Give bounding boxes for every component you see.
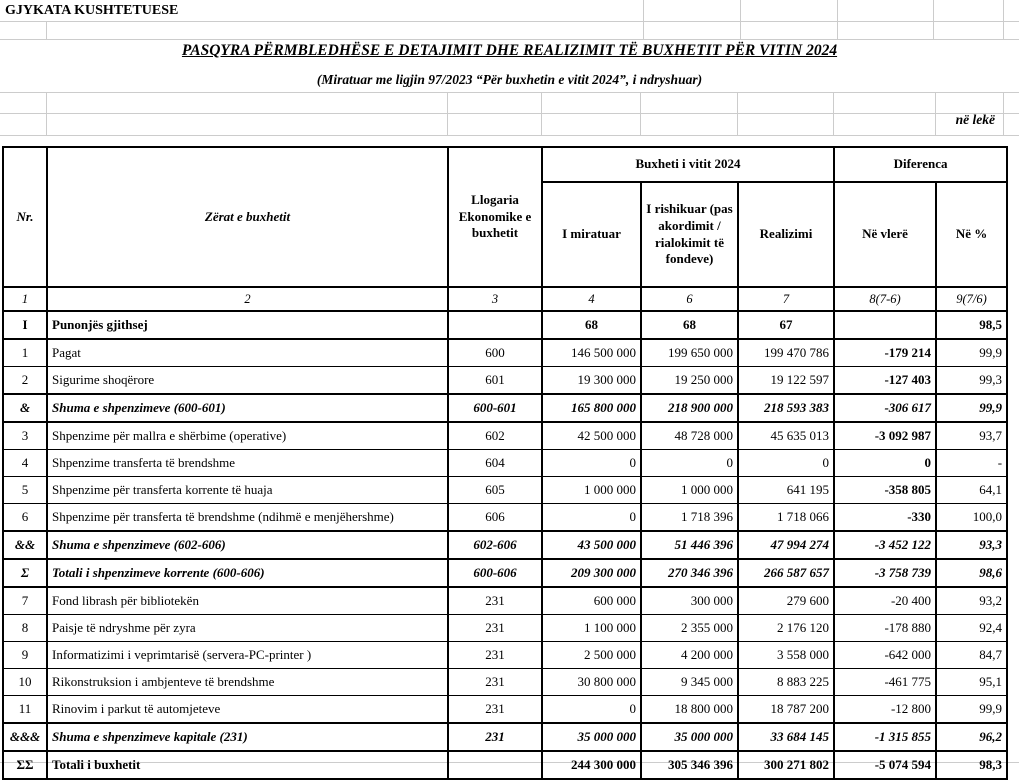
- row-revised: 18 800 000: [641, 696, 738, 724]
- table-row: [3, 751, 1007, 779]
- row-revised: 4 200 000: [641, 642, 738, 669]
- row-diff-value: -330: [834, 504, 936, 532]
- table-row: [3, 394, 1007, 422]
- row-revised: 1 718 396: [641, 504, 738, 532]
- row-realized: 67: [738, 311, 834, 339]
- sheet-gridline: [0, 39, 1019, 40]
- row-realized: 1 718 066: [738, 504, 834, 532]
- row-revised: 51 446 396: [641, 531, 738, 559]
- row-number: 3: [3, 422, 47, 450]
- row-diff-value: -1 315 855: [834, 723, 936, 751]
- table-row: [3, 669, 1007, 696]
- table-row: [3, 696, 1007, 724]
- row-approved: 600 000: [542, 587, 641, 615]
- col-number: 2: [47, 287, 448, 311]
- sheet-gridline: [447, 92, 448, 135]
- row-diff-value: 0: [834, 450, 936, 477]
- row-label: Shpenzime për transferta të brendshme (ndihmë e menjëhershme): [47, 504, 448, 532]
- row-diff-pct: 100,0: [936, 504, 1007, 532]
- row-diff-value: -461 775: [834, 669, 936, 696]
- row-diff-pct: 93,2: [936, 587, 1007, 615]
- row-number: &: [3, 394, 47, 422]
- row-revised: 9 345 000: [641, 669, 738, 696]
- table-row: [3, 723, 1007, 751]
- row-number: &&: [3, 531, 47, 559]
- row-diff-value: -3 452 122: [834, 531, 936, 559]
- row-revised: 35 000 000: [641, 723, 738, 751]
- row-realized: 641 195: [738, 477, 834, 504]
- row-number: 10: [3, 669, 47, 696]
- row-diff-pct: -: [936, 450, 1007, 477]
- sheet-gridline: [1003, 0, 1004, 39]
- row-realized: 2 176 120: [738, 615, 834, 642]
- col-header-revised: I rishikuar (pas akordimit / rialokimit të fondeve): [641, 182, 738, 287]
- row-diff-pct: 99,9: [936, 394, 1007, 422]
- row-label: Fond librash për bibliotekën: [47, 587, 448, 615]
- row-label: Shuma e shpenzimeve (602-606): [47, 531, 448, 559]
- row-revised: 300 000: [641, 587, 738, 615]
- row-realized: 33 684 145: [738, 723, 834, 751]
- sheet-gridline: [1003, 92, 1004, 135]
- doc-subtitle: (Miratuar me ligjin 97/2023 “Për buxhetin e vitit 2024”, i ndryshuar): [316, 72, 703, 87]
- row-approved: 244 300 000: [542, 751, 641, 779]
- sheet-gridline: [643, 0, 644, 39]
- row-diff-pct: 84,7: [936, 642, 1007, 669]
- row-account: 601: [448, 367, 542, 395]
- row-label: Rikonstruksion i ambjenteve të brendshme: [47, 669, 448, 696]
- row-revised: 1 000 000: [641, 477, 738, 504]
- row-revised: 19 250 000: [641, 367, 738, 395]
- row-label: Paisje të ndryshme për zyra: [47, 615, 448, 642]
- row-label: Shpenzime për transferta korrente të huaja: [47, 477, 448, 504]
- row-diff-value: -642 000: [834, 642, 936, 669]
- col-header-nr: Nr.: [3, 147, 47, 287]
- row-account: 231: [448, 696, 542, 724]
- row-number: 6: [3, 504, 47, 532]
- row-approved: 30 800 000: [542, 669, 641, 696]
- col-header-realized: Realizimi: [738, 182, 834, 287]
- row-diff-pct: 95,1: [936, 669, 1007, 696]
- row-label: Shpenzime për mallra e shërbime (operative): [47, 422, 448, 450]
- row-number: 1: [3, 339, 47, 367]
- col-number: 6: [641, 287, 738, 311]
- row-approved: 1 000 000: [542, 477, 641, 504]
- sheet-gridline: [640, 92, 641, 135]
- row-diff-pct: 96,2: [936, 723, 1007, 751]
- col-group-difference: Diferenca: [834, 147, 1007, 182]
- row-label: Sigurime shoqërore: [47, 367, 448, 395]
- row-label: Pagat: [47, 339, 448, 367]
- row-diff-pct: 98,6: [936, 559, 1007, 587]
- currency-note: në lekë: [955, 112, 995, 127]
- row-diff-pct: 93,7: [936, 422, 1007, 450]
- row-realized: 279 600: [738, 587, 834, 615]
- row-diff-pct: 99,3: [936, 367, 1007, 395]
- row-realized: 199 470 786: [738, 339, 834, 367]
- row-approved: 19 300 000: [542, 367, 641, 395]
- row-account: 605: [448, 477, 542, 504]
- row-revised: 0: [641, 450, 738, 477]
- col-number: 9(7/6): [936, 287, 1007, 311]
- row-number: ΣΣ: [3, 751, 47, 779]
- col-number: 3: [448, 287, 542, 311]
- row-realized: 3 558 000: [738, 642, 834, 669]
- row-revised: 48 728 000: [641, 422, 738, 450]
- row-approved: 0: [542, 504, 641, 532]
- row-account: 600: [448, 339, 542, 367]
- row-revised: 2 355 000: [641, 615, 738, 642]
- col-number: 4: [542, 287, 641, 311]
- row-label: Shpenzime transferta të brendshme: [47, 450, 448, 477]
- row-diff-pct: 99,9: [936, 339, 1007, 367]
- sheet-gridline: [0, 21, 1019, 22]
- row-account: 231: [448, 669, 542, 696]
- sheet-gridline: [0, 135, 1019, 136]
- row-number: 2: [3, 367, 47, 395]
- row-realized: 218 593 383: [738, 394, 834, 422]
- table-row: [3, 450, 1007, 477]
- row-account: 604: [448, 450, 542, 477]
- row-label: Shuma e shpenzimeve (600-601): [47, 394, 448, 422]
- sheet-gridline: [833, 92, 834, 135]
- row-approved: 1 100 000: [542, 615, 641, 642]
- row-approved: 35 000 000: [542, 723, 641, 751]
- row-account: 600-606: [448, 559, 542, 587]
- row-diff-pct: 98,3: [936, 751, 1007, 779]
- row-diff-value: -179 214: [834, 339, 936, 367]
- table-row: [3, 559, 1007, 587]
- row-label: Rinovim i parkut të automjeteve: [47, 696, 448, 724]
- row-number: Σ: [3, 559, 47, 587]
- row-realized: 266 587 657: [738, 559, 834, 587]
- col-number: 7: [738, 287, 834, 311]
- row-account: [448, 311, 542, 339]
- table-row: [3, 504, 1007, 532]
- row-account: 231: [448, 587, 542, 615]
- col-number: 8(7-6): [834, 287, 936, 311]
- row-approved: 0: [542, 450, 641, 477]
- row-diff-pct: 98,5: [936, 311, 1007, 339]
- row-number: 4: [3, 450, 47, 477]
- row-account: 600-601: [448, 394, 542, 422]
- row-number: &&&: [3, 723, 47, 751]
- sheet-gridline: [0, 113, 1019, 114]
- row-diff-value: [834, 311, 936, 339]
- row-realized: 19 122 597: [738, 367, 834, 395]
- row-label: Totali i shpenzimeve korrente (600-606): [47, 559, 448, 587]
- row-revised: 270 346 396: [641, 559, 738, 587]
- sheet-gridline: [933, 0, 934, 39]
- table-row: [3, 477, 1007, 504]
- table-row: [3, 422, 1007, 450]
- col-header-diff-value: Në vlerë: [834, 182, 936, 287]
- col-header-items: Zërat e buxhetit: [47, 147, 448, 287]
- row-diff-value: -3 092 987: [834, 422, 936, 450]
- table-row: [3, 311, 1007, 339]
- row-approved: 146 500 000: [542, 339, 641, 367]
- row-account: 231: [448, 723, 542, 751]
- budget-table: [2, 146, 1008, 780]
- row-revised: 305 346 396: [641, 751, 738, 779]
- row-diff-value: -20 400: [834, 587, 936, 615]
- row-realized: 45 635 013: [738, 422, 834, 450]
- row-number: I: [3, 311, 47, 339]
- row-account: 602: [448, 422, 542, 450]
- sheet-gridline: [740, 0, 741, 39]
- table-row: [3, 367, 1007, 395]
- row-approved: 43 500 000: [542, 531, 641, 559]
- table-row: [3, 587, 1007, 615]
- row-account: 231: [448, 642, 542, 669]
- row-account: 606: [448, 504, 542, 532]
- col-number: 1: [3, 287, 47, 311]
- row-diff-value: -5 074 594: [834, 751, 936, 779]
- col-header-account: Llogaria Ekonomike e buxhetit: [448, 147, 542, 287]
- table-row: [3, 642, 1007, 669]
- row-label: Totali i buxhetit: [47, 751, 448, 779]
- row-approved: 42 500 000: [542, 422, 641, 450]
- table-row: [3, 339, 1007, 367]
- row-realized: 300 271 802: [738, 751, 834, 779]
- row-approved: 0: [542, 696, 641, 724]
- row-realized: 47 994 274: [738, 531, 834, 559]
- row-diff-value: -306 617: [834, 394, 936, 422]
- row-approved: 209 300 000: [542, 559, 641, 587]
- row-label: Informatizimi i veprimtarisë (servera-PC-printer ): [47, 642, 448, 669]
- row-account: 602-606: [448, 531, 542, 559]
- row-diff-value: -358 805: [834, 477, 936, 504]
- sheet-gridline: [0, 92, 1019, 93]
- row-diff-pct: 92,4: [936, 615, 1007, 642]
- row-diff-pct: 93,3: [936, 531, 1007, 559]
- col-group-budget: Buxheti i vitit 2024: [542, 147, 834, 182]
- row-revised: 199 650 000: [641, 339, 738, 367]
- sheet-gridline: [541, 92, 542, 135]
- row-account: 231: [448, 615, 542, 642]
- row-diff-pct: 64,1: [936, 477, 1007, 504]
- row-diff-value: -127 403: [834, 367, 936, 395]
- row-label: Punonjës gjithsej: [47, 311, 448, 339]
- row-approved: 165 800 000: [542, 394, 641, 422]
- table-row: [3, 531, 1007, 559]
- doc-title: PASQYRA PËRMBLEDHËSE E DETAJIMIT DHE REALIZIMIT TË BUXHETIT PËR VITIN 2024: [181, 42, 838, 59]
- col-header-approved: I miratuar: [542, 182, 641, 287]
- row-number: 11: [3, 696, 47, 724]
- row-revised: 218 900 000: [641, 394, 738, 422]
- sheet-gridline: [837, 0, 838, 39]
- sheet-gridline: [46, 92, 47, 135]
- org-name: GJYKATA KUSHTETUESE: [5, 3, 179, 18]
- row-number: 8: [3, 615, 47, 642]
- row-diff-value: -3 758 739: [834, 559, 936, 587]
- row-number: 5: [3, 477, 47, 504]
- row-number: 9: [3, 642, 47, 669]
- table-row: [3, 615, 1007, 642]
- row-realized: 8 883 225: [738, 669, 834, 696]
- row-label: Shuma e shpenzimeve kapitale (231): [47, 723, 448, 751]
- row-diff-value: -12 800: [834, 696, 936, 724]
- row-revised: 68: [641, 311, 738, 339]
- sheet-gridline: [935, 92, 936, 135]
- sheet-gridline: [46, 21, 47, 39]
- row-approved: 2 500 000: [542, 642, 641, 669]
- row-diff-pct: 99,9: [936, 696, 1007, 724]
- col-header-diff-pct: Në %: [936, 182, 1007, 287]
- row-realized: 18 787 200: [738, 696, 834, 724]
- sheet-gridline: [737, 92, 738, 135]
- row-approved: 68: [542, 311, 641, 339]
- row-diff-value: -178 880: [834, 615, 936, 642]
- row-account: [448, 751, 542, 779]
- row-realized: 0: [738, 450, 834, 477]
- budget-table-body: [3, 311, 1007, 779]
- row-number: 7: [3, 587, 47, 615]
